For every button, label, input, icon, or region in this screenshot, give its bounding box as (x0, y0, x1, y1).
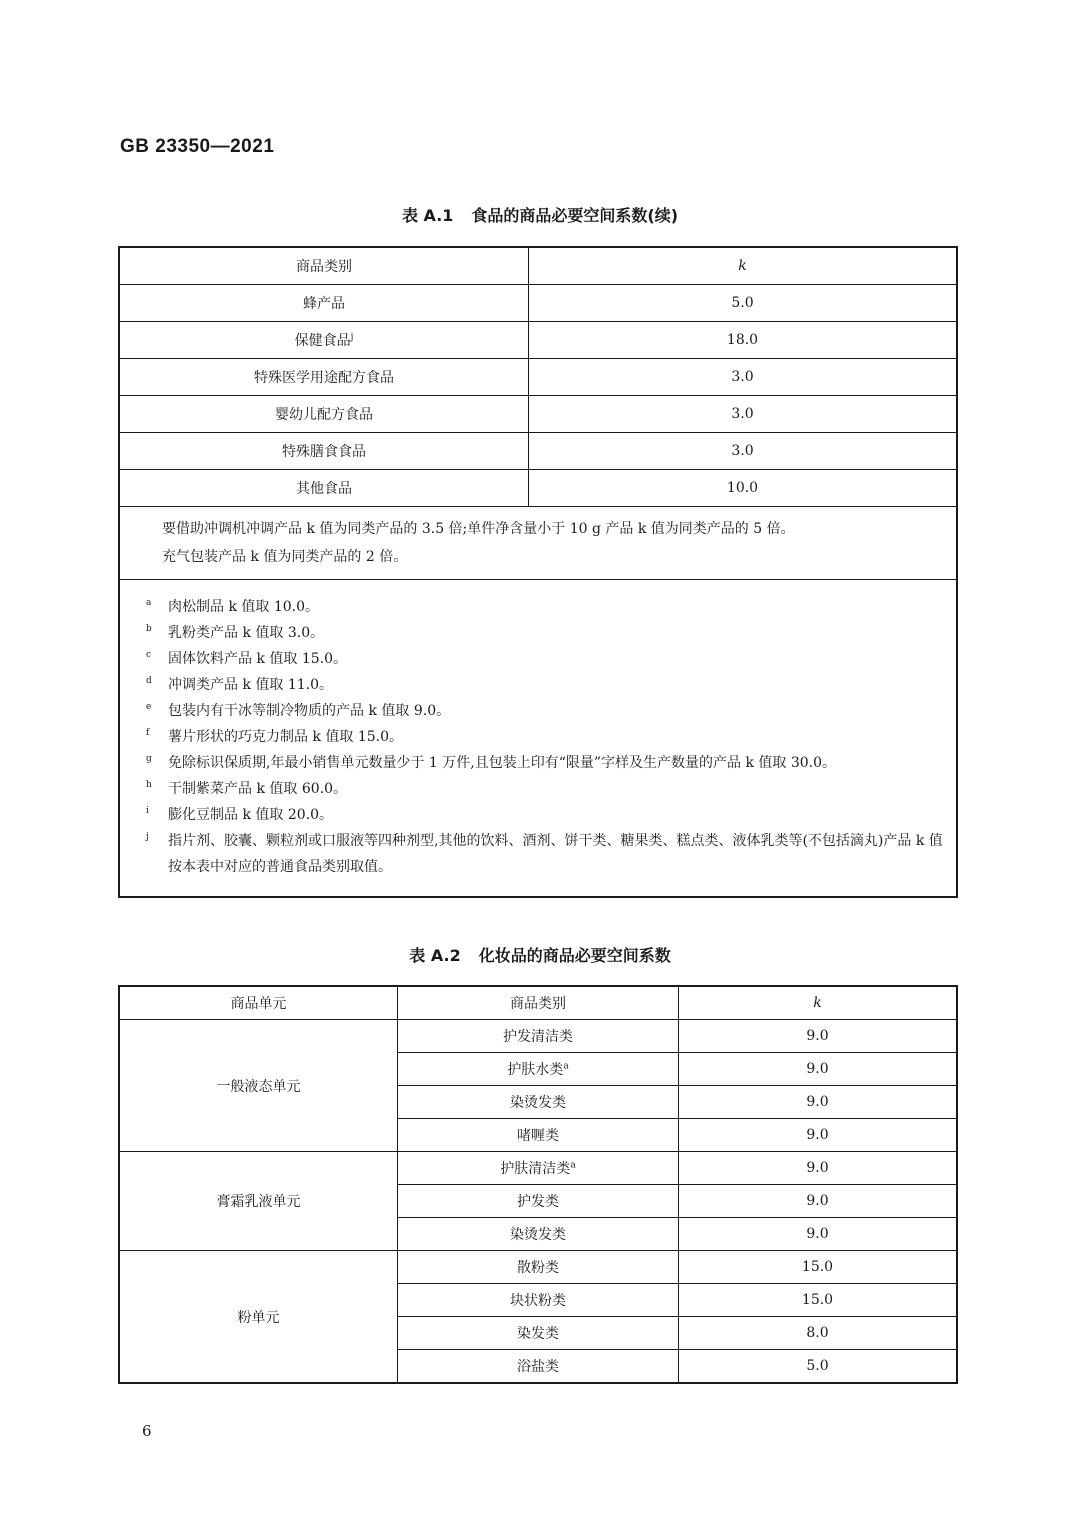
footnote-mark: b (146, 624, 152, 634)
footnote (146, 672, 956, 698)
footnote (146, 724, 956, 750)
table1-cell-k: 10.0 (529, 470, 958, 507)
table1-cell-category: 特殊医学用途配方食品 (119, 359, 529, 396)
table1-note-line: 要借助冲调机冲调产品 k 值为同类产品的 3.5 倍;单件净含量小于 10 g 产品 k 值为同类产品的 5 倍。 (162, 521, 795, 537)
table2-row (119, 1152, 957, 1185)
table2-cell-k: 15.0 (679, 1284, 958, 1317)
footnote-text: 免除标识保质期,年最小销售单元数量少于 1 万件,且包装上印有“限量”字样及生产数量的产品 k 值取 30.0。 (168, 755, 837, 771)
footnote (146, 594, 956, 620)
table1-cell-k: 3.0 (529, 396, 958, 433)
table2-cell-category: 染发类 (398, 1317, 679, 1350)
footnote-text: 固体饮料产品 k 值取 15.0。 (168, 651, 348, 667)
footnote-mark: j (146, 832, 149, 842)
table1-cell-category: 蜂产品 (119, 285, 529, 322)
table2-row (119, 1020, 957, 1053)
table2-cell-category: 护肤水类$^a$ (398, 1053, 679, 1086)
table1-cell-category: 特殊膳食食品 (119, 433, 529, 470)
footnote-mark: f (146, 728, 150, 738)
table1-note-row (119, 507, 957, 580)
table2-caption-title: 化妆品的商品必要空间系数 (478, 946, 671, 965)
table1-row (119, 322, 957, 359)
table2-cell-k: 15.0 (679, 1251, 958, 1284)
footnote-mark: h (146, 780, 152, 790)
footnote-ref: a (570, 1160, 576, 1171)
footnote-text: 乳粉类产品 k 值取 3.0。 (168, 625, 325, 641)
page-number: 6 (142, 1422, 152, 1440)
table2-cell-k: 8.0 (679, 1317, 958, 1350)
table1-row (119, 285, 957, 322)
footnote (146, 776, 956, 802)
footnote-text: 指片剂、胶囊、颗粒剂或口服液等四种剂型,其他的饮料、酒剂、饼干类、糖果类、糕点类、液体乳类等(不包括滴丸)产品 k 值按本表中对应的普通食品类别取值。 (168, 833, 943, 875)
footnote (146, 646, 956, 672)
table1-cell-k: 3.0 (529, 359, 958, 396)
table2-cell-k: 9.0 (679, 1119, 958, 1152)
footnote (146, 802, 956, 828)
footnote (146, 828, 956, 880)
table2-cell-k: 9.0 (679, 1020, 958, 1053)
table2-cell-unit: 粉单元 (119, 1251, 398, 1384)
table2-cell-category: 护发清洁类 (398, 1020, 679, 1053)
table2-caption-number: 表 A.2 (409, 946, 461, 965)
table1-cell-category: 婴幼儿配方食品 (119, 396, 529, 433)
table2-cell-category: 浴盐类 (398, 1350, 679, 1384)
table1-caption-title: 食品的商品必要空间系数(续) (471, 206, 679, 225)
table2-cell-k: 9.0 (679, 1152, 958, 1185)
footnote-mark: a (146, 598, 152, 608)
table1-header-row (119, 247, 957, 285)
footnote-mark: d (146, 676, 152, 686)
table1-note-line: 充气包装产品 k 值为同类产品的 2 倍。 (162, 549, 408, 565)
table1-row (119, 359, 957, 396)
table2-cell-k: 9.0 (679, 1218, 958, 1251)
table1-row (119, 470, 957, 507)
table2-row (119, 1251, 957, 1284)
footnote-text: 干制紫菜产品 k 值取 60.0。 (168, 781, 348, 797)
footnote (146, 620, 956, 646)
footnote (146, 698, 956, 724)
table2-cell-category: 散粉类 (398, 1251, 679, 1284)
table1-cell-category: 其他食品 (119, 470, 529, 507)
cosmetics-coefficient-table (118, 985, 958, 1384)
footnote-mark: e (146, 702, 152, 712)
footnote-text: 冲调类产品 k 值取 11.0。 (168, 677, 334, 693)
standard-code: GB 23350—2021 (120, 136, 275, 157)
food-coefficient-table (118, 246, 958, 898)
table2-cell-k: 9.0 (679, 1053, 958, 1086)
table1-cell-category: 保健食品$^j$ (119, 322, 529, 359)
footnote-ref: a (563, 1061, 569, 1072)
table2-cell-k: 5.0 (679, 1350, 958, 1384)
table1-row (119, 396, 957, 433)
table1-cell-k: 5.0 (529, 285, 958, 322)
table1-footnotes-row (119, 580, 957, 898)
table1-caption-number: 表 A.1 (401, 206, 454, 225)
table2-header-row (119, 986, 957, 1020)
table2-header-unit: 商品单元 (119, 986, 398, 1020)
table2-cell-category: 染烫发类 (398, 1218, 679, 1251)
table1-cell-k: 18.0 (529, 322, 958, 359)
table1-caption (0, 203, 1080, 226)
footnote-text: 包装内有干冰等制冷物质的产品 k 值取 9.0。 (168, 703, 451, 719)
footnote-mark: i (146, 806, 149, 816)
table1-header-k: k (529, 247, 958, 285)
table2-header-k: k (679, 986, 958, 1020)
table2-cell-unit: 膏霜乳液单元 (119, 1152, 398, 1251)
table2-cell-category: 染烫发类 (398, 1086, 679, 1119)
table1-cell-k: 3.0 (529, 433, 958, 470)
table2-cell-k: 9.0 (679, 1185, 958, 1218)
table2-cell-category: 护肤清洁类$^a$ (398, 1152, 679, 1185)
table2-cell-category: 块状粉类 (398, 1284, 679, 1317)
footnote-mark: c (146, 650, 152, 660)
table2-cell-category: 啫喱类 (398, 1119, 679, 1152)
table2-cell-category: 护发类 (398, 1185, 679, 1218)
table2-caption (0, 943, 1080, 966)
footnote-mark: g (146, 754, 152, 764)
footnote-ref: j (350, 332, 354, 343)
footnote-text: 薯片形状的巧克力制品 k 值取 15.0。 (168, 729, 404, 745)
table1-footnotes (119, 580, 957, 898)
table1-header-category: 商品类别 (119, 247, 529, 285)
table1-note (119, 507, 957, 580)
table2-cell-unit: 一般液态单元 (119, 1020, 398, 1152)
footnote-text: 膨化豆制品 k 值取 20.0。 (168, 807, 334, 823)
table1-row (119, 433, 957, 470)
footnote (146, 750, 956, 776)
table2-cell-k: 9.0 (679, 1086, 958, 1119)
table2-header-category: 商品类别 (398, 986, 679, 1020)
footnote-text: 肉松制品 k 值取 10.0。 (168, 599, 320, 615)
